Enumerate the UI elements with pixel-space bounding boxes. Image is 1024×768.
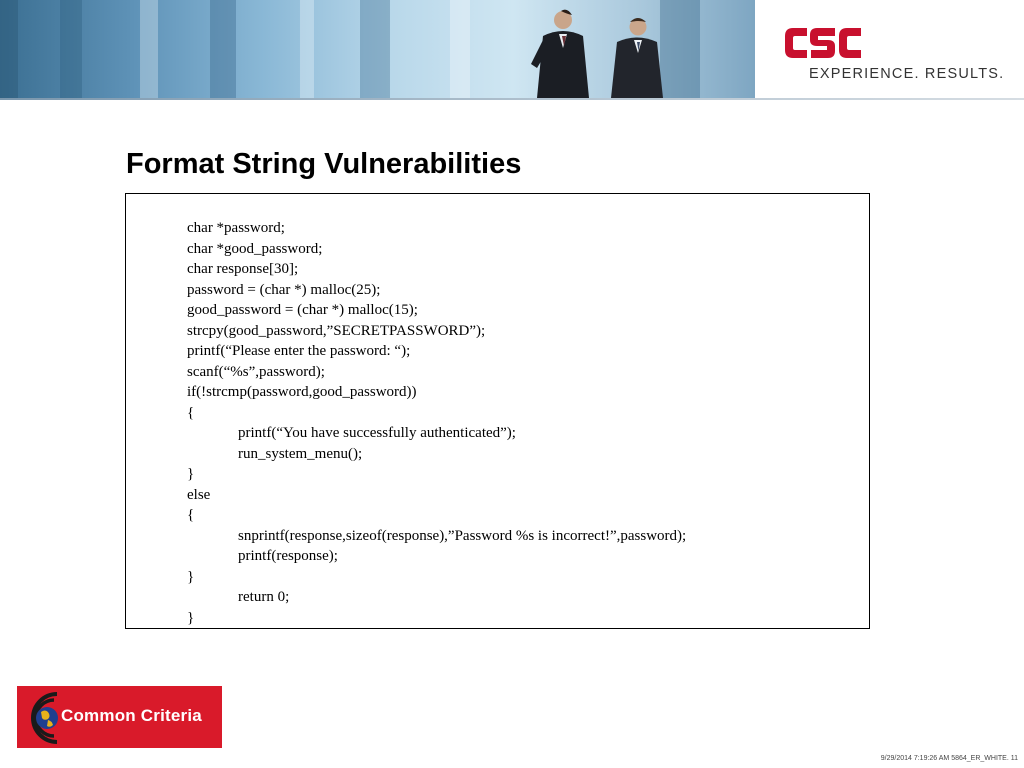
code-line: } bbox=[187, 568, 195, 585]
code-lines bbox=[187, 218, 686, 628]
code-line: printf(“Please enter the password: “); bbox=[187, 343, 411, 359]
code-line: scanf(“%s”,password); bbox=[187, 363, 325, 380]
slide-title: Format String Vulnerabilities bbox=[126, 148, 522, 180]
header-divider bbox=[0, 98, 1024, 100]
code-line: char *good_password; bbox=[187, 240, 323, 257]
businessman-figure bbox=[525, 6, 595, 98]
common-criteria-label: Common Criteria bbox=[61, 706, 202, 725]
code-line: char response[30]; bbox=[187, 261, 299, 277]
csc-logo bbox=[783, 25, 861, 61]
company-tagline: EXPERIENCE. RESULTS. bbox=[809, 66, 1005, 82]
header-banner-photo bbox=[0, 0, 755, 98]
code-line: printf(“You have successfully authenticated”); bbox=[238, 425, 516, 441]
code-line: snprintf(response,sizeof(response),”Password %s is incorrect!”,password); bbox=[238, 527, 687, 544]
code-block bbox=[125, 193, 870, 629]
common-criteria-logo bbox=[17, 686, 222, 748]
code-line: { bbox=[187, 507, 195, 523]
code-line: char *password; bbox=[187, 220, 285, 236]
code-line: } bbox=[187, 609, 195, 626]
code-line: } bbox=[187, 466, 195, 482]
globe-emblem-icon bbox=[21, 690, 61, 746]
code-line: { bbox=[187, 404, 195, 421]
businessman-figure bbox=[605, 14, 667, 98]
slide-footer: 9/29/2014 7:19:26 AM 5864_ER_WHITE. 11 bbox=[880, 755, 1018, 762]
code-line: strcpy(good_password,”SECRETPASSWORD”); bbox=[187, 322, 486, 339]
code-line: if(!strcmp(password,good_password)) bbox=[187, 384, 417, 400]
code-line: password = (char *) malloc(25); bbox=[187, 281, 381, 298]
code-line: else bbox=[187, 486, 211, 503]
code-line: printf(response); bbox=[238, 548, 338, 564]
code-line: good_password = (char *) malloc(15); bbox=[187, 302, 418, 318]
code-line: return 0; bbox=[238, 589, 290, 605]
code-line: run_system_menu(); bbox=[238, 445, 363, 462]
company-logo bbox=[755, 0, 1024, 98]
